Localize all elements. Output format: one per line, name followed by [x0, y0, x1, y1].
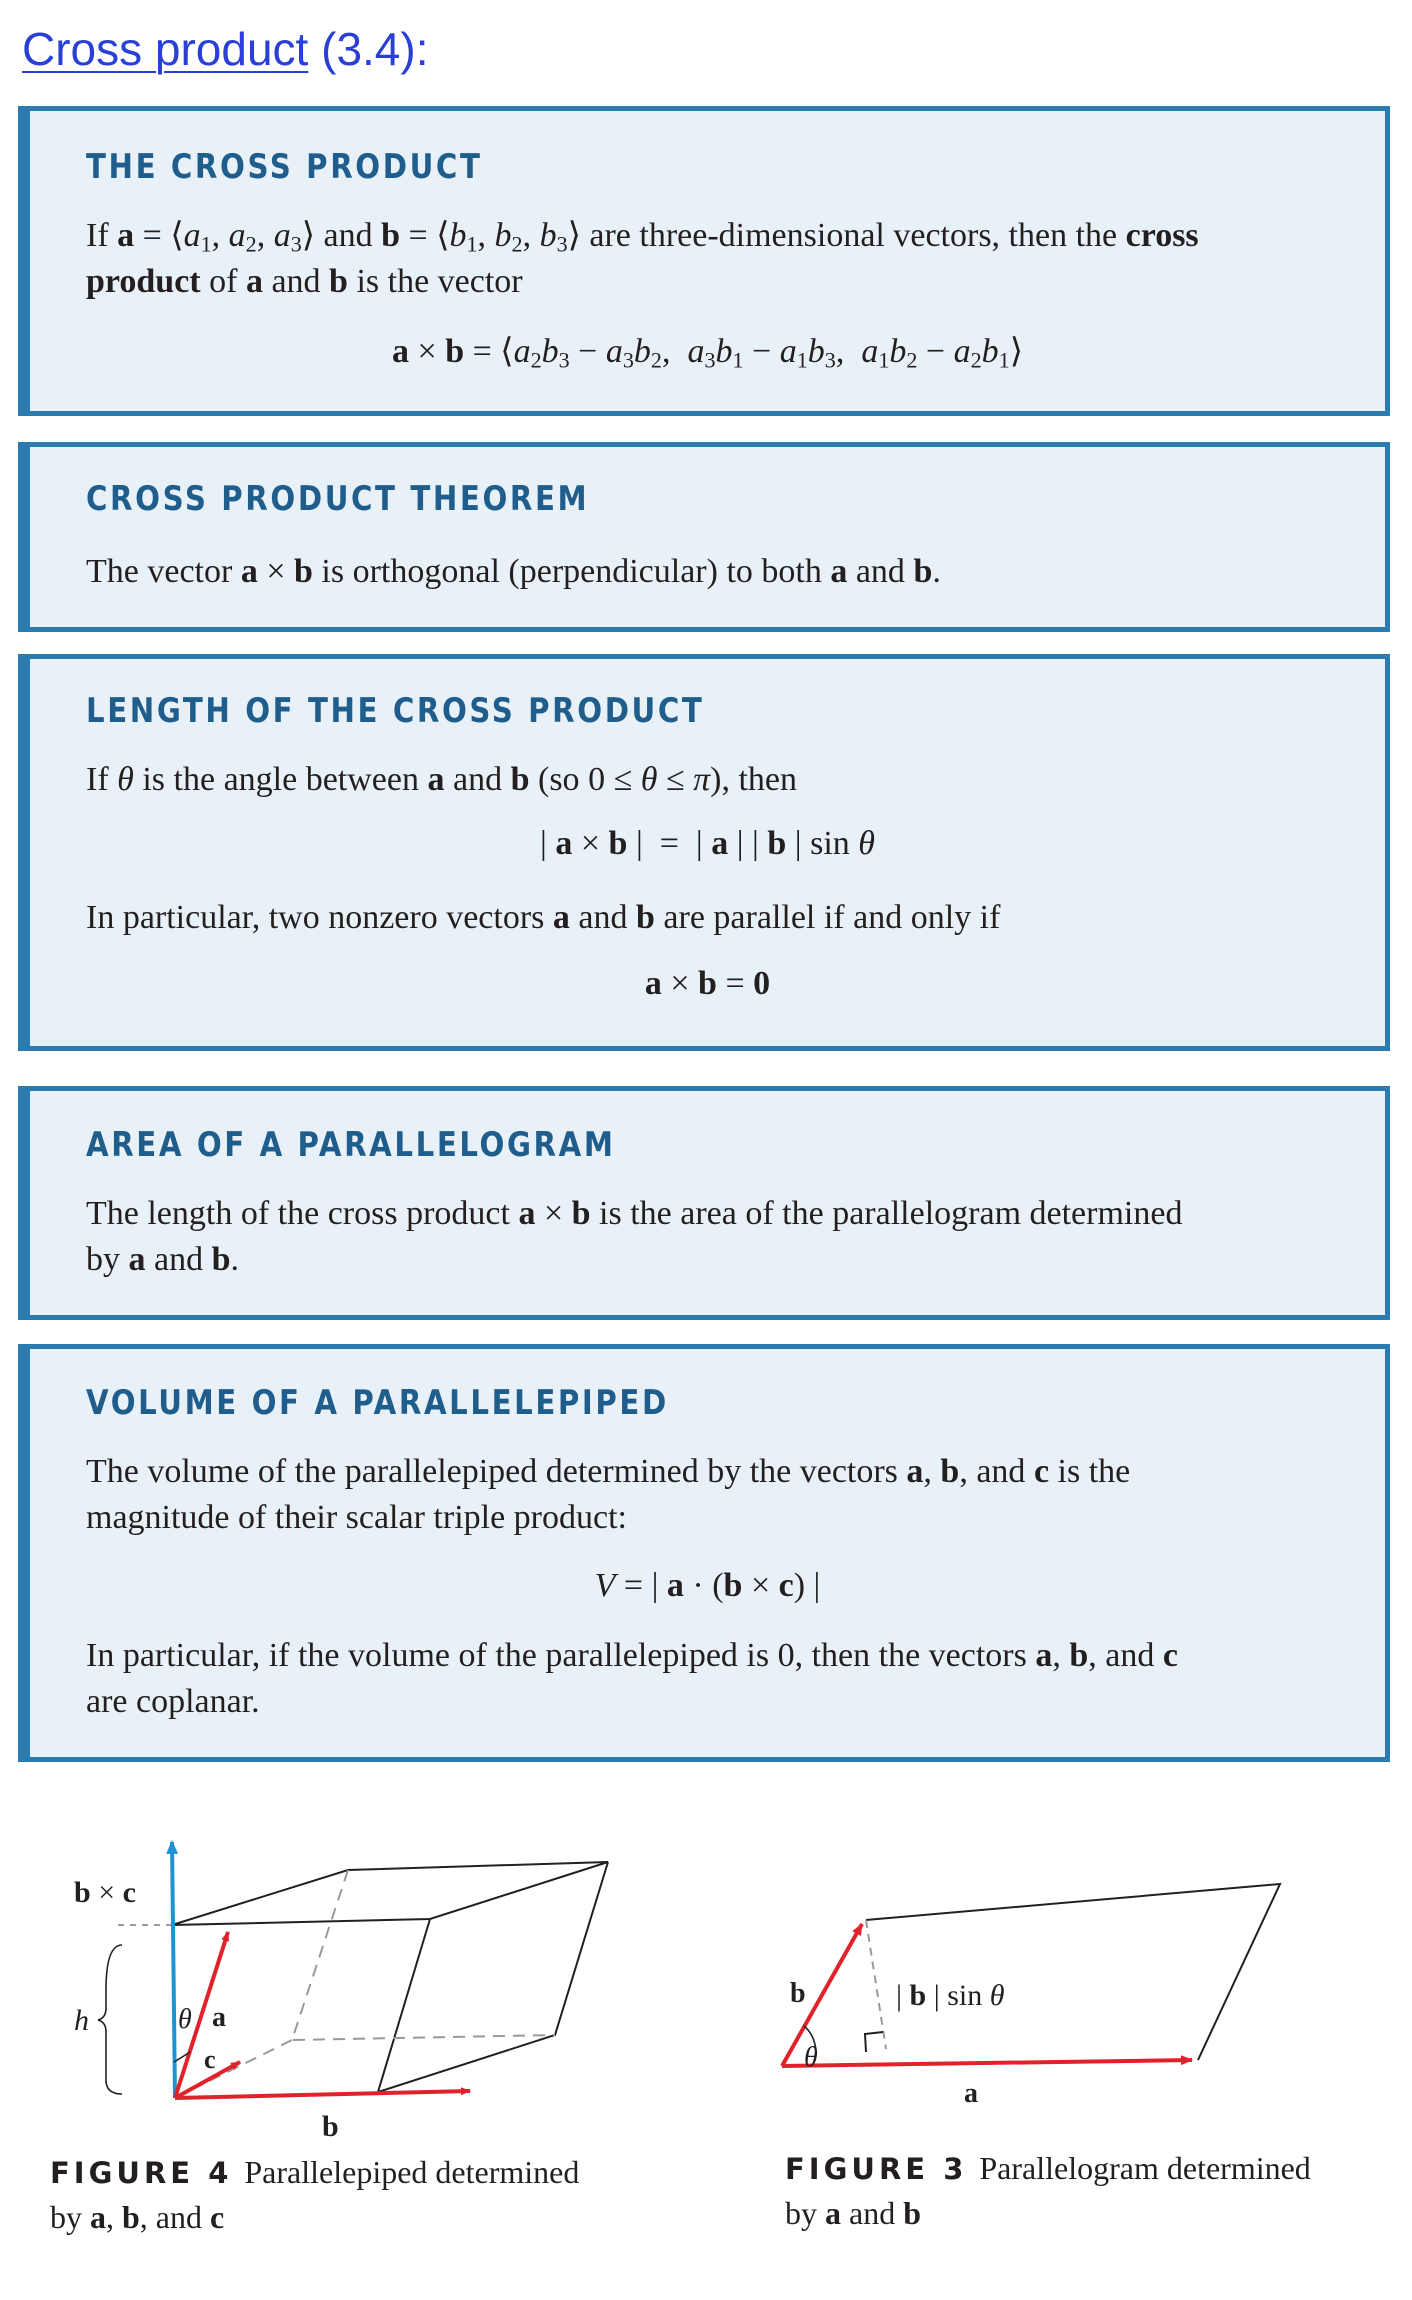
height-label: h — [74, 2004, 89, 2037]
theorem-text: The vector a × b is orthogonal (perpendicular) to both a and b. — [86, 553, 941, 590]
height-label: | b | sin θ — [896, 1979, 1005, 2012]
parallel-condition-text: In particular, two nonzero vectors a and b are parallel if and only if — [86, 899, 1001, 936]
figure4-caption: FIGURE 4 Parallelepiped determined by a, b, and c — [50, 2154, 580, 2235]
page-title — [22, 22, 429, 76]
figure4-label: FIGURE 4 — [50, 2156, 233, 2190]
b-vector — [175, 2091, 470, 2098]
length-intro-text: If θ is the angle between a and b (so 0 ≤ θ ≤ π), then — [86, 761, 798, 798]
coplanar-text: In particular, if the volume of the parallelepiped is 0, then the vectors a, b, and c are coplanar. — [86, 1637, 1178, 1720]
definition-text: If $a = ⟨a_1$, $a_2$, $a_3⟩$ and $b = ⟨b_1$, $b_2$, $b_3⟩$ are three-dimensional vectors, then the cross product of a and b is the vector — [86, 217, 1199, 300]
box-heading: AREA OF A PARALLELOGRAM — [86, 1125, 616, 1165]
cross-product-definition-box — [18, 106, 1390, 416]
box-heading: THE CROSS PRODUCT — [86, 147, 483, 187]
page-title-suffix: (3.4): — [308, 23, 429, 75]
area-text: The length of the cross product a × b is the area of the parallelogram determined by a and b. — [86, 1195, 1183, 1278]
parallelogram-outline — [866, 1884, 1280, 2060]
height-brace — [98, 1945, 122, 2094]
figure3-caption: FIGURE 3 Parallelogram determined by a and b — [785, 2150, 1311, 2231]
theta-label: θ — [804, 2042, 818, 2073]
parallel-formula: a × b = 0 — [644, 965, 771, 1002]
hidden-edges — [118, 1870, 555, 2098]
volume-parallelepiped-box — [18, 1344, 1390, 1762]
parallelepiped-figure — [60, 1830, 630, 2150]
parallelogram-figure — [760, 1860, 1300, 2120]
b-label: b — [322, 2110, 339, 2143]
area-parallelogram-box — [18, 1086, 1390, 1320]
box-heading: LENGTH OF THE CROSS PRODUCT — [86, 691, 705, 731]
box-heading: VOLUME OF A PARALLELEPIPED — [86, 1383, 669, 1423]
box-heading: CROSS PRODUCT THEOREM — [86, 479, 590, 519]
theta-label: θ — [178, 2004, 192, 2035]
b-label: b — [790, 1978, 806, 2009]
length-formula: | a × b | = | a | | b | sin θ — [540, 825, 875, 862]
b-cross-c-vector — [172, 1842, 175, 2098]
cross-product-formula: $a \times b = ⟨a_2b_3 - a_3b_2$, $a_3b_1 - a_1b_3$, $a_1b_2$ − $a_2b_1⟩$ — [392, 333, 1023, 373]
a-vector — [782, 2060, 1192, 2066]
a-label: a — [212, 2002, 226, 2033]
a-label: a — [964, 2078, 978, 2109]
volume-formula: V = | a · (b × c) | — [594, 1567, 821, 1604]
length-of-cross-product-box — [18, 654, 1390, 1051]
cross-product-link[interactable]: Cross product — [22, 23, 309, 75]
parallelepiped-edges — [172, 1862, 608, 2092]
height-dashed — [866, 1920, 886, 2049]
c-label: c — [204, 2045, 216, 2074]
b-cross-c-label: b × c — [74, 1876, 136, 1909]
volume-text: The volume of the parallelepiped determined by the vectors a, b, and c is the magnitude of their scalar triple product: — [86, 1453, 1131, 1536]
cross-product-theorem-box — [18, 442, 1390, 632]
right-angle-mark — [865, 2032, 883, 2052]
figure3-label: FIGURE 3 — [785, 2152, 968, 2186]
